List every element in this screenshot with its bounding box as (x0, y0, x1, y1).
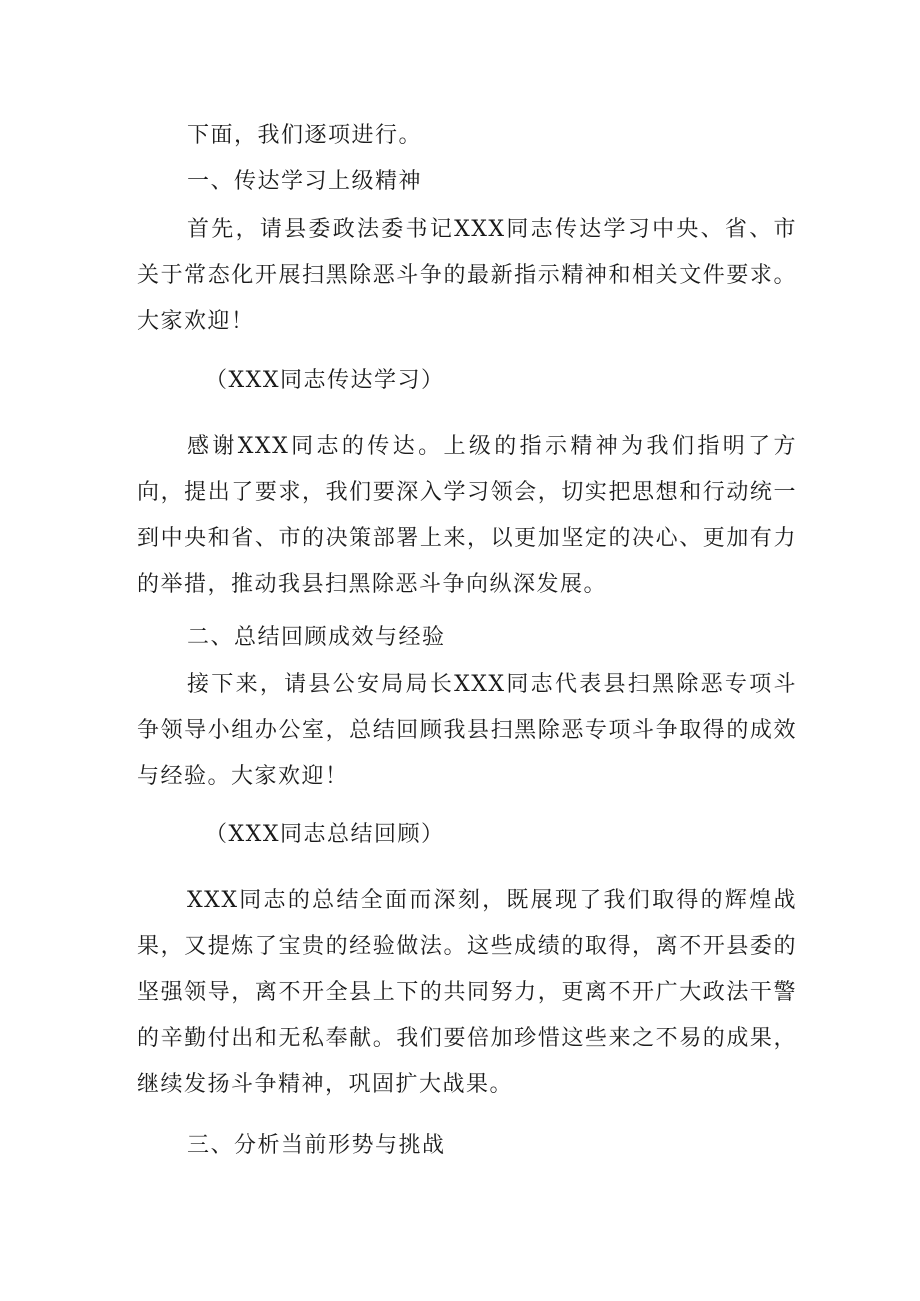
section-heading-1: 一、传达学习上级精神 (187, 169, 423, 194)
stage-direction-2: （XXX同志总结回顾） (205, 822, 445, 847)
paragraph-section-2-summary: XXX同志的总结全面而深刻，既展现了我们取得的辉煌战果，又提炼了宝贵的经验做法。这些成绩的取得，离不开县委的坚强领导，离不开全县上下的共同努力，更离不开广大政法干警的辛勤付出和无私奉献。我们要倍加珍惜这些来之不易的成果，继续发扬斗争精神，巩固扩大战果。 (137, 888, 797, 1097)
section-heading-2: 二、总结回顾成效与经验 (187, 625, 446, 650)
paragraph-section-1-thanks: 感谢XXX同志的传达。上级的指示精神为我们指明了方向，提出了要求，我们要深入学习领会，切实把思想和行动统一到中央和省、市的决策部署上来，以更加坚定的决心、更加有力的举措，推动我县扫黑除恶斗争向纵深发展。 (137, 434, 797, 597)
paragraph-section-2-request: 接下来，请县公安局局长XXX同志代表县扫黑除恶专项斗争领导小组办公室，总结回顾我县扫黑除恶专项斗争取得的成效与经验。大家欢迎！ (137, 672, 797, 789)
stage-direction-1: （XXX同志传达学习） (205, 368, 445, 393)
paragraph-section-1-request: 首先，请县委政法委书记XXX同志传达学习中央、省、市关于常态化开展扫黑除恶斗争的最新指示精神和相关文件要求。大家欢迎！ (137, 217, 797, 334)
section-heading-3: 三、分析当前形势与挑战 (187, 1133, 446, 1158)
paragraph-intro: 下面，我们逐项进行。 (187, 123, 423, 148)
